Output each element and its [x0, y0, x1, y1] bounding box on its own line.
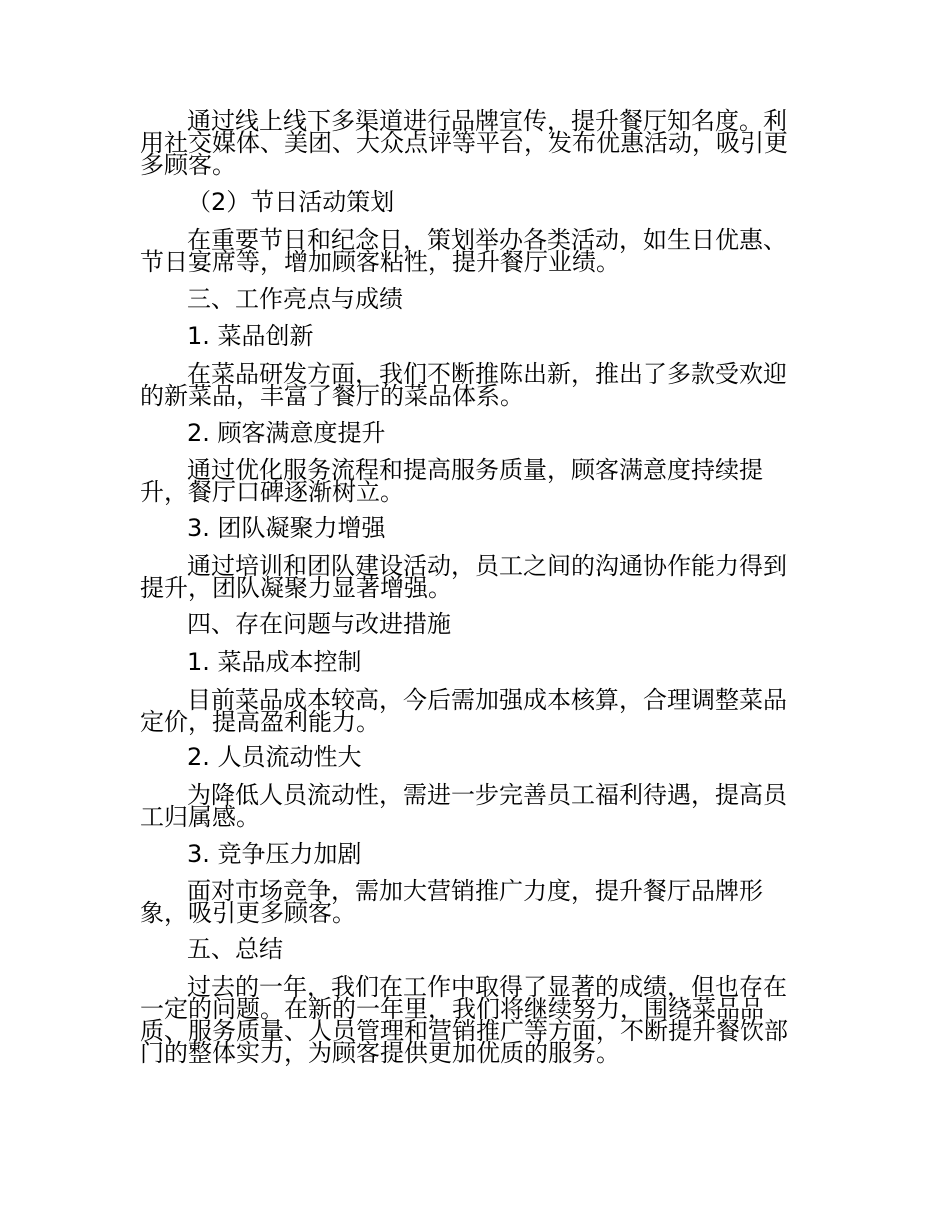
text-line: 节日宴席等，增加顾客粘性，提升餐厅业绩。	[140, 248, 620, 276]
paragraph-holiday-events	[140, 226, 812, 276]
text-line: 通过培训和团队建设活动，员工之间的沟通协作能力得到	[187, 552, 787, 580]
heading-staff-turnover	[140, 743, 812, 771]
text-line: 多顾客。	[140, 151, 236, 179]
paragraph-customer-satisfaction	[140, 456, 812, 506]
paragraph-competition	[140, 877, 812, 927]
heading-text: 3. 竞争压力加剧	[187, 840, 362, 868]
text-line: 提升，团队凝聚力显著增强。	[140, 574, 452, 602]
text-line: 通过优化服务流程和提高服务质量，顾客满意度持续提	[187, 456, 763, 484]
heading-holiday-events	[140, 188, 812, 216]
paragraph-brand-promotion	[140, 107, 812, 179]
text-line: 升，餐厅口碑逐渐树立。	[140, 478, 404, 506]
section-heading-summary	[140, 935, 812, 963]
heading-team-cohesion	[140, 514, 812, 542]
heading-text: 2. 顾客满意度提升	[187, 419, 386, 447]
text-line: 定价，提高盈利能力。	[140, 708, 380, 736]
text-line: 用社交媒体、美团、大众点评等平台，发布优惠活动，吸引更	[140, 129, 788, 157]
paragraph-dish-innovation	[140, 360, 812, 410]
text-line: 过去的一年，我们在工作中取得了显著的成绩，但也存在	[187, 973, 787, 1001]
heading-text: 四、存在问题与改进措施	[187, 610, 451, 638]
text-line: 门的整体实力，为顾客提供更加优质的服务。	[140, 1039, 620, 1067]
text-line: 工归属感。	[140, 803, 260, 831]
heading-text: 2. 人员流动性大	[187, 743, 362, 771]
heading-text: 五、总结	[187, 935, 283, 963]
section-heading-issues	[140, 610, 812, 638]
paragraph-summary	[140, 973, 812, 1067]
paragraph-dish-cost	[140, 686, 812, 736]
text-line: 一定的问题。在新的一年里，我们将继续努力，围绕菜品品	[140, 995, 764, 1023]
heading-text: 三、工作亮点与成绩	[187, 285, 403, 313]
text-line: 在重要节日和纪念日，策划举办各类活动，如生日优惠、	[187, 226, 787, 254]
section-heading-highlights	[140, 285, 812, 313]
heading-text: （2）节日活动策划	[187, 188, 395, 216]
text-line: 通过线上线下多渠道进行品牌宣传，提升餐厅知名度。利	[187, 107, 787, 135]
heading-text: 1. 菜品创新	[187, 322, 314, 350]
paragraph-staff-turnover	[140, 781, 812, 831]
text-line: 面对市场竞争，需加大营销推广力度，提升餐厅品牌形	[187, 877, 763, 905]
heading-text: 1. 菜品成本控制	[187, 648, 362, 676]
text-line: 质、服务质量、人员管理和营销推广等方面，不断提升餐饮部	[140, 1017, 788, 1045]
text-line: 为降低人员流动性，需进一步完善员工福利待遇，提高员	[187, 781, 787, 809]
heading-competition	[140, 840, 812, 868]
heading-text: 3. 团队凝聚力增强	[187, 514, 386, 542]
text-line: 目前菜品成本较高，今后需加强成本核算，合理调整菜品	[187, 686, 787, 714]
heading-dish-innovation	[140, 322, 812, 350]
text-line: 象，吸引更多顾客。	[140, 899, 356, 927]
paragraph-team-cohesion	[140, 552, 812, 602]
heading-customer-satisfaction	[140, 419, 812, 447]
text-line: 的新菜品，丰富了餐厅的菜品体系。	[140, 382, 524, 410]
text-line: 在菜品研发方面，我们不断推陈出新，推出了多款受欢迎	[187, 360, 787, 388]
heading-dish-cost	[140, 648, 812, 676]
